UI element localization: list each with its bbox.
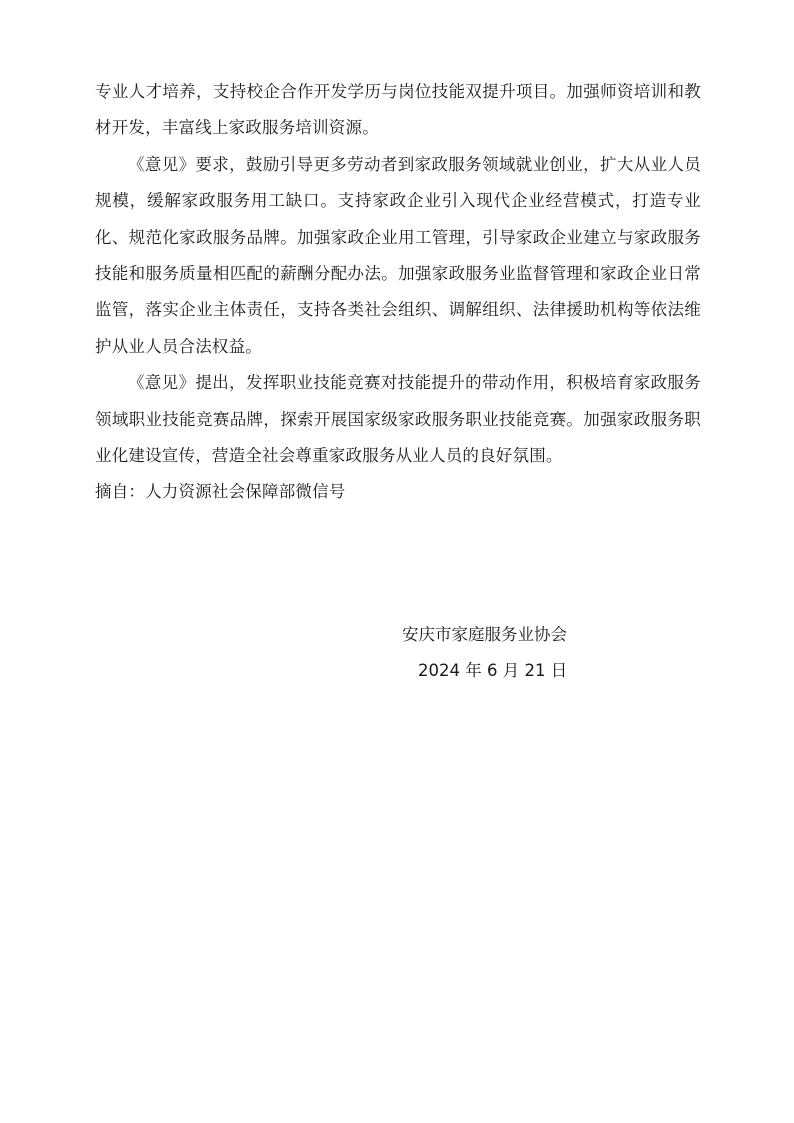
source-note: 摘自：人力资源社会保障部微信号 <box>95 482 346 502</box>
document-body <box>95 74 701 511</box>
body-paragraph-requirements: 《意见》要求，鼓励引导更多劳动者到家政服务领域就业创业，扩大从业人员规模，缓解家政服务用工缺口。支持家政企业引入现代企业经营模式，打造专业化、规范化家政服务品牌。加强家政企业用工管理，引导家政企业建立与家政服务技能和服务质量相匹配的薪酬分配办法。加强家政服务业监督管理和家政企业日常监管，落实企业主体责任，支持各类社会组织、调解组织、法律援助机构等依法维护从业人员合法权益。 <box>95 154 701 356</box>
body-paragraph-continued: 专业人才培养，支持校企合作开发学历与岗位技能双提升项目。加强师资培训和教材开发，丰富线上家政服务培训资源。 <box>95 82 701 138</box>
signature-date: 2024 年 6 月 21 日 <box>418 661 568 680</box>
signature-organization: 安庆市家庭服务业协会 <box>402 625 567 644</box>
body-paragraph-proposals: 《意见》提出，发挥职业技能竞赛对技能提升的带动作用，积极培育家政服务领域职业技能竞赛品牌，探索开展国家级家政服务职业技能竞赛。加强家政服务职业化建设宣传，营造全社会尊重家政服务从业人员的良好氛围。 <box>95 373 701 466</box>
